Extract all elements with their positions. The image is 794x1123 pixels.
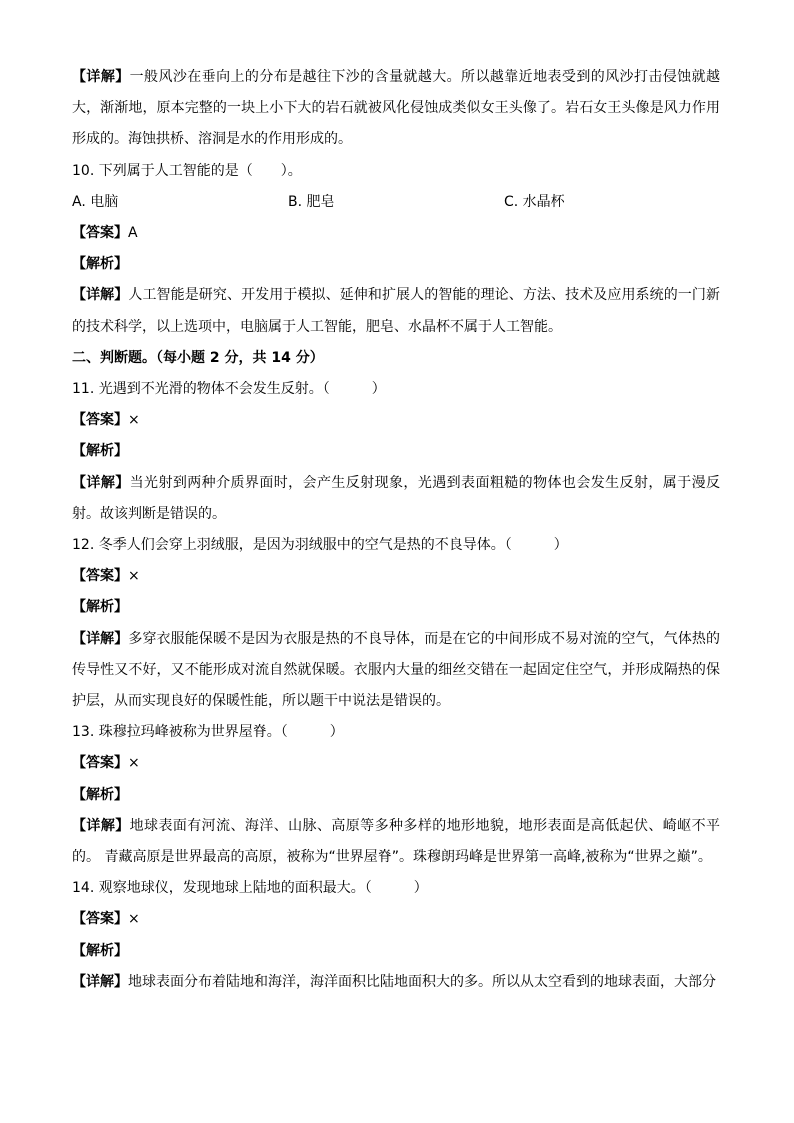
q13-analysis-tag: 【解析】 (72, 786, 128, 803)
q13-question: 13. 珠穆拉玛峰被称为世界屋脊。（ ） (72, 724, 344, 741)
detail-tag: 【详解】 (72, 474, 130, 491)
q12-answer (72, 561, 720, 592)
q11-analysis-tag: 【解析】 (72, 443, 128, 460)
answer-value: × (128, 755, 140, 772)
detail-tag: 【详解】 (72, 973, 128, 990)
detail-text: 地球表面有河流、海洋、山脉、高原等多种多样的地形地貌，地形表面是高低起伏、崎岖不平的。 青藏高原是世界最高的高原，被称为“世界屋脊”。珠穆朗玛峰是世界第一高峰,被称为“世界之巅”。 (72, 817, 721, 866)
answer-value: × (128, 568, 140, 585)
detail-tag: 【详解】 (72, 69, 130, 85)
answer-value: × (128, 911, 140, 928)
q14-analysis-tag: 【解析】 (72, 942, 128, 959)
q14-detail (72, 967, 720, 998)
answer-tag: 【答案】 (72, 412, 128, 429)
q12-detail (72, 624, 720, 718)
detail-tag: 【详解】 (72, 817, 130, 834)
detail-text: 地球表面分布着陆地和海洋，海洋面积比陆地面积大的多。所以从太空看到的地球表面，大部分 (128, 973, 716, 990)
q10-answer (72, 218, 720, 249)
answer-value: A (128, 225, 138, 242)
q10-question: 10. 下列属于人工智能的是（ ）。 (72, 162, 302, 179)
answer-tag: 【答案】 (72, 911, 128, 928)
detail-tag: 【详解】 (72, 630, 129, 647)
answer-tag: 【答案】 (72, 225, 128, 242)
option-a: A. 电脑 (72, 193, 119, 210)
q11-question: 11. 光遇到不光滑的物体不会发生反射。（ ） (72, 381, 386, 398)
q13-answer (72, 748, 720, 779)
option-c: C. 水晶杯 (504, 193, 565, 210)
option-b: B. 肥皂 (288, 193, 335, 210)
detail-text: 人工智能是研究、开发用于模拟、延伸和扩展人的智能的理论、方法、技术及应用系统的一门新的技术科学，以上选项中，电脑属于人工智能，肥皂、水晶杯不属于人工智能。 (72, 287, 721, 335)
answer-value: × (128, 412, 140, 429)
page-content (72, 62, 720, 998)
q11-detail (72, 468, 720, 530)
q13-detail (72, 811, 720, 873)
detail-text: 一般风沙在垂向上的分布是越往下沙的含量就越大。所以越靠近地表受到的风沙打击侵蚀就越大，渐渐地，原本完整的一块上小下大的岩石就被风化侵蚀成类似女王头像了。岩石女王头像是风力作用形成的。海蚀拱桥、溶洞是水的作用形成的。 (72, 69, 721, 148)
detail-text: 当光射到两种介质界面时，会产生反射现象，光遇到表面粗糙的物体也会发生反射，属于漫反射。故该判断是错误的。 (72, 474, 721, 522)
q10-options (72, 187, 720, 218)
answer-tag: 【答案】 (72, 568, 128, 585)
q10-detail (72, 280, 720, 342)
section-title: 二、判断题。（每小题 2 分，共 14 分） (72, 349, 324, 366)
q12-analysis-tag: 【解析】 (72, 599, 128, 616)
detail-tag: 【详解】 (72, 287, 129, 304)
answer-tag: 【答案】 (72, 755, 128, 772)
q11-answer (72, 405, 720, 436)
detail-text: 多穿衣服能保暖不是因为衣服是热的不良导体，而是在它的中间形成不易对流的空气，气体热的传导性又不好，又不能形成对流自然就保暖。衣服内大量的细丝交错在一起固定住空气，并形成隔热的保护层，从而实现良好的保暖性能，所以题干中说法是错误的。 (72, 630, 721, 710)
q12-question: 12. 冬季人们会穿上羽绒服，是因为羽绒服中的空气是热的不良导体。（ ） (72, 537, 568, 554)
q14-question: 14. 观察地球仪，发现地球上陆地的面积最大。（ ） (72, 880, 428, 897)
q14-answer (72, 904, 720, 935)
q9-detail (72, 62, 720, 156)
q10-analysis-tag: 【解析】 (72, 256, 128, 273)
